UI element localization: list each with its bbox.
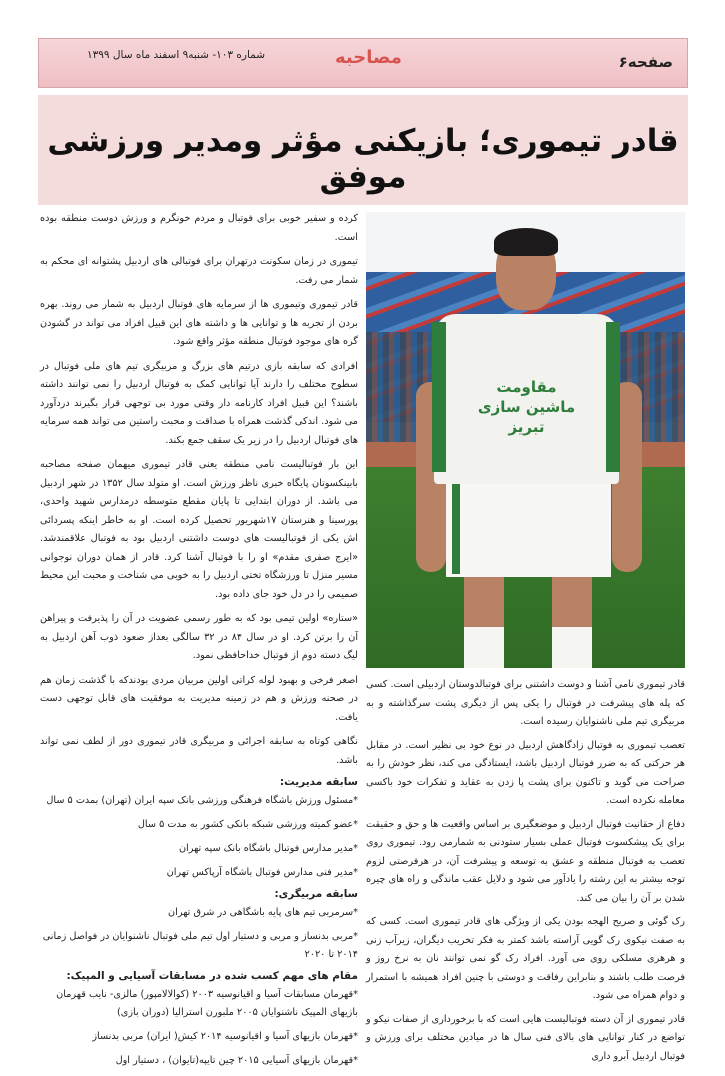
shirt-text-line: مقاومت bbox=[496, 378, 557, 396]
page-number: صفحه۶ bbox=[618, 53, 673, 71]
issue-info: شماره ۱۰۳- شنبه۹ اسفند ماه سال ۱۳۹۹ bbox=[87, 49, 266, 61]
right-column bbox=[366, 212, 685, 1071]
page-header bbox=[38, 38, 688, 88]
management-heading: سابقه مدیریت: bbox=[279, 776, 358, 788]
honors-item: *قهرمان مسابقات آسیا و اقیانوسیه ۲۰۰۳ (کوالالامپور) مالزی- نایب قهرمان بازیهای المپیک ناشنوایان ۲۰۰۵ ملبورن استرالیا (دوران بازی) bbox=[56, 989, 358, 1018]
paragraph: قادر تیموری از آن دسته فوتبالیست هایی است که با برخورداری از صفات نیکو و تواضع در کنار توانایی های بالای فنی سال ها در میادین مختلف برای ورزش و فوتبال اردبیل آبرو داری bbox=[366, 1013, 685, 1062]
paragraph: قادر تیموری نامی آشنا و دوست داشتنی برای فوتبالدوستان اردبیلی است. کسی که پله های پیشرفت در فوتبال را یکی پس از دیگری پشت سرگذاشته و به مربیگری تیم ملی ناشنوایان رسیده است. bbox=[366, 679, 685, 727]
honors-heading: مقام های مهم کسب شده در مسابقات آسیایی و المپیک: bbox=[66, 970, 358, 982]
paragraph: تعصب تیموری به فوتبال زادگاهش اردبیل در نوع خود بی نظیر است. در مقابل هر حرکتی که به ضرر فوتبال اردبیل باشد، ایستادگی می کند، نظر خودش را به صراحت می گوید و تاکنون برای پشت پا زدن به عقاید و تفکرات خود باکسی معامله نکرده است. bbox=[366, 739, 685, 806]
player-photo bbox=[366, 212, 685, 668]
shorts-stripe bbox=[452, 484, 460, 574]
management-item: *مدیر فنی مدارس فوتبال باشگاه آرپاکس تهران bbox=[166, 867, 358, 878]
player-hair bbox=[494, 228, 558, 256]
paragraph: تیموری در زمان سکونت درتهران برای فوتبالی های اردبیل پشتوانه ای محکم به شمار می رفت. bbox=[40, 256, 358, 286]
paragraph: نگاهی کوتاه به سابقه اجرائی و مربیگری قادر تیموری دور از لطف نمی تواند باشد. bbox=[40, 736, 358, 766]
shirt-trim-right bbox=[606, 322, 620, 472]
honors-item: *قهرمان بازیهای آسیا و اقیانوسیه ۲۰۱۴ کیش( ایران) مربی بدنساز bbox=[92, 1031, 358, 1042]
coaching-item: *مربی بدنساز و مربی و دستیار اول تیم ملی فوتبال ناشنوایان در فواصل زمانی ۲۰۱۴ تا ۲۰۲۰ bbox=[42, 931, 358, 960]
management-item: *مسئول ورزش باشگاه فرهنگی ورزشی بانک سپه ایران (تهران) بمدت ۵ سال bbox=[46, 795, 358, 806]
section-label: مصاحبه bbox=[335, 47, 402, 68]
shirt-trim-left bbox=[432, 322, 446, 472]
shirt-text-line: ماشین سازی bbox=[477, 398, 576, 416]
coaching-item: *سرمربی تیم های پایه باشگاهی در شرق تهران bbox=[168, 907, 358, 918]
management-item: *عضو کمیته ورزشی شبکه بانکی کشور به مدت ۵ سال bbox=[137, 819, 358, 830]
player-shorts bbox=[446, 482, 611, 577]
paragraph: این بار فوتبالیست نامی منطقه یعنی قادر تیموری میهمان صفحه مصاحبه بابینکسوتان پایگاه خبری ناظر ورزش است. او متولد سال ۱۳۵۲ در شهر اردبیل می باشد. از دوران ابتدایی تا پایان مقطع متوسطه درمدارس شهید واحدی، پورسینا و هنرستان ۱۷شهریور تحصیل کرده است. او به خاطر اینکه پسردائی اش یکی از فوتبالیست های دوست داشتنی اردبیل بود به فوتبال علاقمندشد. «ایرج صفری مقدم» او را با فوتبال آشنا کرد. قادر از همان دوران نوجوانی مسیر منزل تا ورزشگاه تختی اردبیل را به خوبی می شناخت و محبت این محیط صمیمی را در دل خود جای داده بود. bbox=[40, 459, 358, 600]
paragraph: قادر تیموری وتیموری ها از سرمایه های فوتبال اردبیل به شمار می روند. بهره بردن از تجربه ها و توانایی ها و داشته های این قبیل افراد می تواند در گشودن گره های موجود فوتبال منطقه مؤثر واقع شود. bbox=[40, 299, 358, 347]
shirt-text-line: تبریز bbox=[508, 418, 545, 436]
coaching-heading: سابقه مربیگری: bbox=[274, 888, 358, 900]
player-figure bbox=[424, 232, 634, 668]
right-column-text bbox=[366, 676, 685, 1066]
paragraph: اصغر فرخی و بهبود لوله کراتی اولین مربیان مردی بودندکه با گذشت زمان هم در صحنه ورزش و هم در زمینه مدیریت به موفقیت های قابل توجهی دست یافت. bbox=[40, 674, 358, 723]
paragraph: افرادی که سابقه بازی درتیم های بزرگ و مربیگری تیم های ملی فوتبال در سطوح مختلف را دارند آیا توانایی کمک به فوتبال اردبیل را نمی توانند داشته باشند؟ این قبیل افراد کارنامه دار وقتی مورد بی توجهی قرار بگیرند دردآورد می شود. اندکی گذشت همراه با صداقت و محبت راستین می تواند همه سرمایه های فوتبال اردبیل را در زیر یک سقف جمع بکند. bbox=[39, 360, 358, 446]
title-box bbox=[38, 95, 688, 205]
management-item: *مدیر مدارس فوتبال باشگاه بانک سپه تهران bbox=[178, 843, 358, 854]
left-column-text bbox=[40, 210, 358, 770]
article-title: قادر تیموری؛ بازیکنی مؤثر ومدیر ورزشی موفق bbox=[47, 123, 679, 195]
player-left-sock bbox=[464, 627, 504, 668]
honors-item: *قهرمان بازیهای آسیایی ۲۰۱۵ چین تایپه(تایوان) ، دستیار اول bbox=[115, 1055, 358, 1066]
paragraph: دفاع از حقانیت فوتبال اردبیل و موضعگیری بر اساس واقعیت ها و حق و حقیقت برای یک پیشکسوت فوتبال عملی بسیار ستودنی به شمارمی رود. تیموری روی تعصب به فوتبال منطقه و عشق به توسعه و پیشرفت آن، در هرفرصتی لزوم توجه بیشتر به این رشته را یادآور می شود و دلایل عقب ماندگی و راه های چیره شدن بر آن را بیان می کند. bbox=[366, 818, 685, 904]
player-right-sock bbox=[552, 627, 592, 668]
paragraph: «ستاره» اولین تیمی بود که به طور رسمی عضویت در آن را پذیرفت و پیراهن آن را برتن کرد. او در سال ۸۴ در ۳۲ سالگی بعداز صعود ذوب آهن اردبیل به لیگ دسته دوم از فوتبال خداحافظی نمود. bbox=[40, 613, 359, 661]
paragraph: کرده و سفیر خوبی برای فوتبال و مردم خونگرم و ورزش دوست منطقه بوده است. bbox=[40, 213, 358, 243]
left-column bbox=[40, 210, 358, 1076]
paragraph: رک گوئی و صریح الهجه بودن یکی از ویژگی های قادر تیموری است. کسی که به صفت نیکوی رک گویی آراسته باشد کمتر به فکر تخریب دیگران، زیرآب زنی و هرهری مسلکی روی می آورد. افراد رک گو نمی توانند نان به نرخ روز و فرصت طلب باشند و بنابراین رفاقت و دوستی با چنین افراد همیشه با استمرار و دوام همراه می شود. bbox=[366, 916, 685, 1001]
shirt-sponsor-text bbox=[464, 377, 589, 437]
